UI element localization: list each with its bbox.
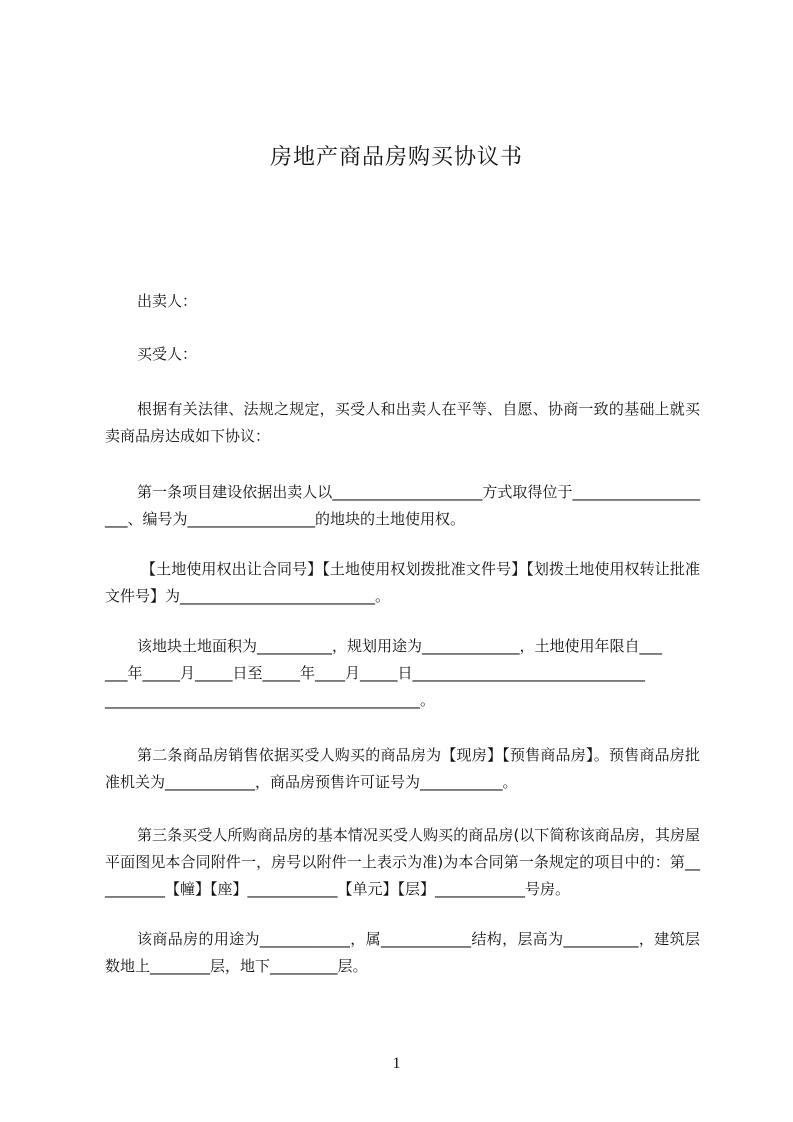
- land-area-line-3: __________________________________________。: [105, 691, 436, 709]
- article-3-paragraph: 第三条买受人所购商品房的基本情况买受人购买的商品房(以下简称该商品房，其房屋平面图见本合同附件一，房号以附件一上表示为准)为本合同第一条规定的项目中的：第__________【幢】【座】____________【单元】【层】____________号房。: [105, 826, 700, 898]
- land-area-line-2: ___年_____月_____日至_____年____月_____日_______________________________: [105, 664, 646, 682]
- article-2-paragraph: 第二条商品房销售依据买受人购买的商品房为【现房】【预售商品房】。预售商品房批准机关为____________，商品房预售许可证号为___________。: [105, 746, 700, 791]
- land-area-line-1: 该地块土地面积为__________，规划用途为_____________，土地使用年限自___: [137, 637, 663, 655]
- land-document-paragraph: 【土地使用权出让合同号】【土地使用权划拨批准文件号】【划拨土地使用权转让批准文件号】为__________________________。: [105, 560, 700, 605]
- page-number: 1: [392, 1055, 401, 1072]
- article-1-paragraph: 第一条项目建设依据出卖人以____________________方式取得位于____________________、编号为_________________的地块的土地使用权。: [105, 483, 700, 528]
- usage-paragraph: 该商品房的用途为____________，属____________结构，层高为__________，建筑层数地上________层，地下_________层。: [105, 930, 700, 975]
- intro-paragraph: 根据有关法律、法规之规定，买受人和出卖人在平等、自愿、协商一致的基础上就买卖商品房达成如下协议：: [105, 400, 700, 445]
- buyer-label: 买受人：: [137, 345, 198, 363]
- document-title: 房地产商品房购买协议书: [269, 145, 523, 170]
- seller-label: 出卖人：: [137, 292, 198, 310]
